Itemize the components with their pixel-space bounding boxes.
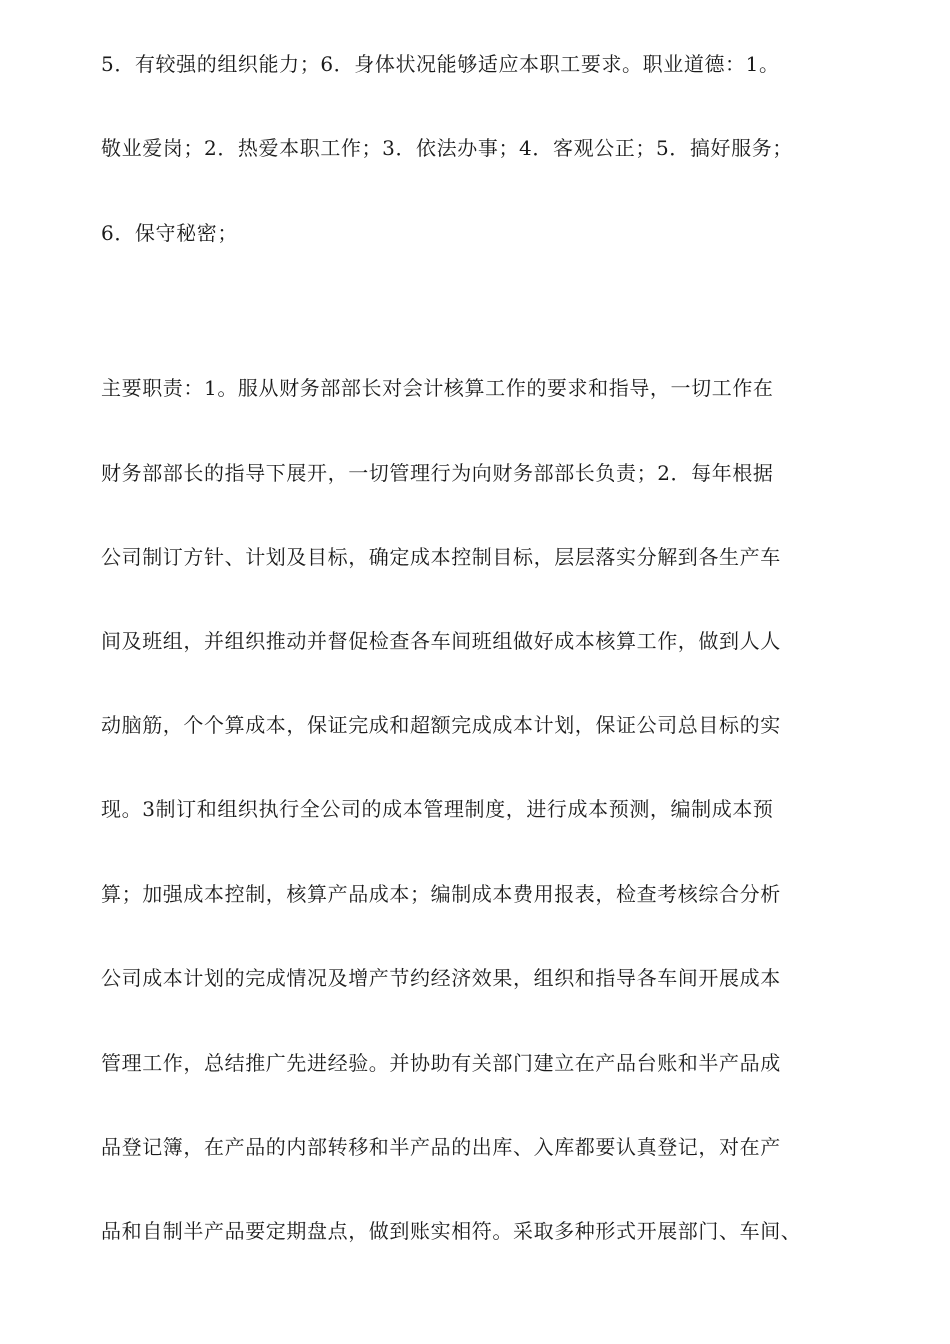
text-line: 间及班组，并组织推动并督促检查各车间班组做好成本核算工作，做到人人: [101, 629, 781, 653]
text-line: 主要职责：1。服从财务部部长对会计核算工作的要求和指导，一切工作在: [101, 376, 774, 400]
text-line: 品和自制半产品要定期盘点，做到账实相符。采取多种形式开展部门、车间、: [101, 1219, 802, 1243]
text-line: 现。3制订和组织执行全公司的成本管理制度，进行成本预测，编制成本预: [101, 797, 774, 821]
text-line: 敬业爱岗；2．热爱本职工作；3．依法办事；4．客观公正；5．搞好服务；: [101, 136, 793, 160]
text-line: 公司制订方针、计划及目标，确定成本控制目标，层层落实分解到各生产车: [101, 545, 781, 569]
text-line: 公司成本计划的完成情况及增产节约经济效果，组织和指导各车间开展成本: [101, 966, 781, 990]
text-line: 6．保守秘密；: [101, 221, 238, 245]
text-line: 管理工作，总结推广先进经验。并协助有关部门建立在产品台账和半产品成: [101, 1051, 781, 1075]
text-line: 5．有较强的组织能力；6．身体状况能够适应本职工要求。职业道德：1。: [101, 52, 780, 76]
text-line: 品登记簿，在产品的内部转移和半产品的出库、入库都要认真登记，对在产: [101, 1135, 781, 1159]
text-line: 动脑筋，个个算成本，保证完成和超额完成成本计划，保证公司总目标的实: [101, 713, 781, 737]
text-line: 算；加强成本控制，核算产品成本；编制成本费用报表，检查考核综合分析: [101, 882, 781, 906]
text-line: 财务部部长的指导下展开，一切管理行为向财务部部长负责；2．每年根据: [101, 461, 774, 485]
